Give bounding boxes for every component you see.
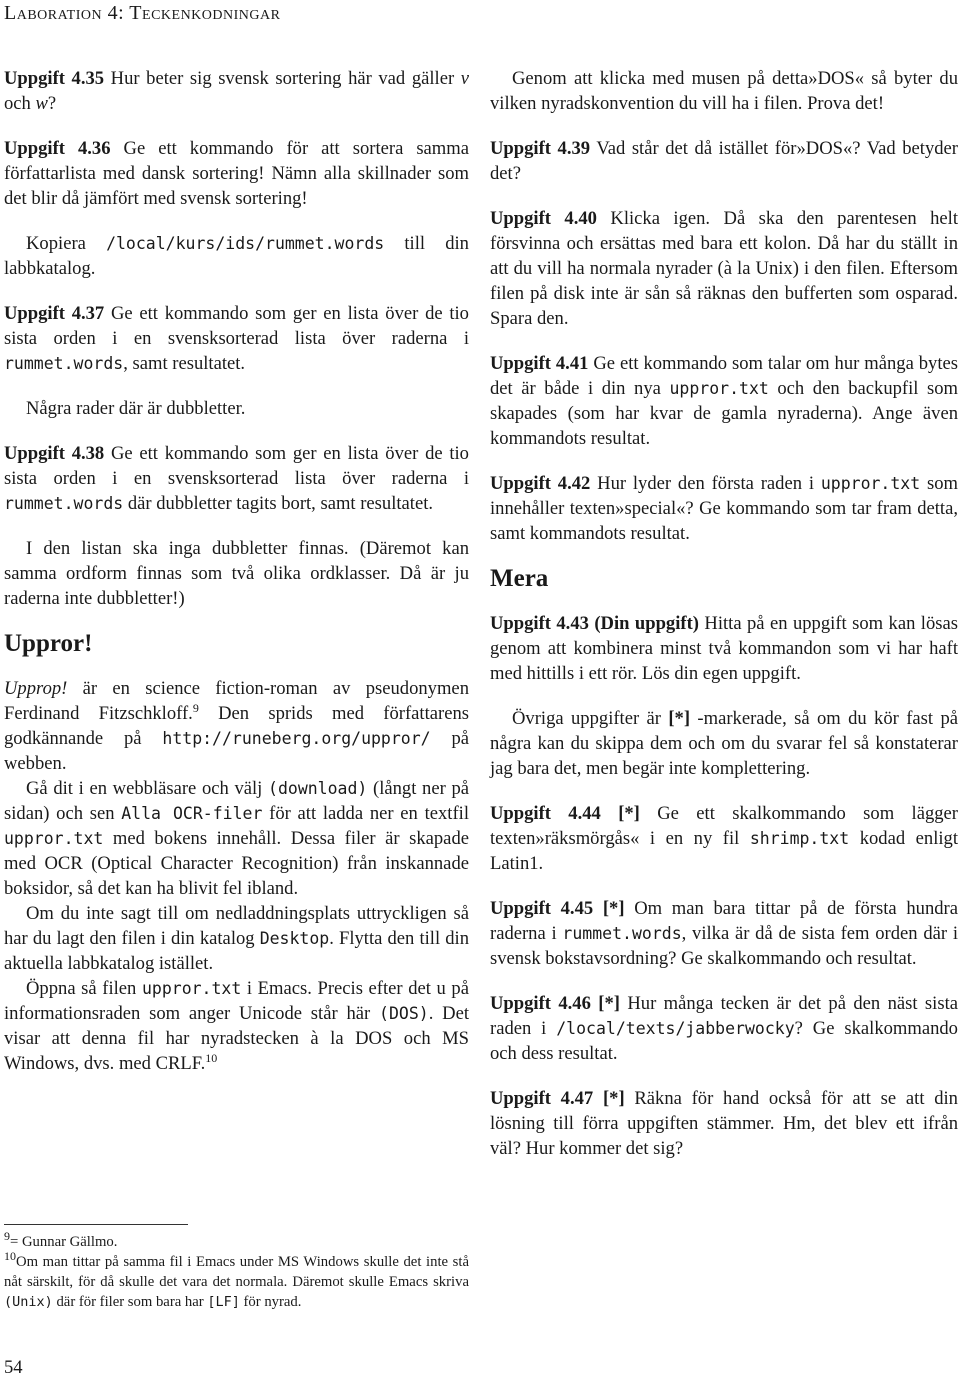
exercise-4-36: Uppgift 4.36 Ge ett kommando för att sortera samma författarlista med dansk sortering! Nämn alla skillnader som det blir då jämfört med svensk sortering! xyxy=(4,138,469,209)
uppror-paragraph-3: Om du inte sagt till om nedladdningsplats uttryckligen så har du lagt den filen i din katalog Desktop. Flytta den till din aktuella labbkatalog istället. xyxy=(4,903,469,974)
file-name: shrimp.txt xyxy=(749,829,850,848)
exercise-4-38: Uppgift 4.38 Ge ett kommando som ger en lista över de tio sista orden i en svensksorterad lista över raderna i rummet.words där dubbletter tagits bort, samt resultatet. xyxy=(4,443,469,514)
exercise-4-39: Uppgift 4.39 Vad står det då istället för»DOS«? Vad betyder det? xyxy=(490,138,959,184)
file-path: /local/kurs/ids/rummet.words xyxy=(106,234,385,253)
exercise-4-41: Uppgift 4.41 Ge ett kommando som talar om hur många bytes det är både i din nya uppror.txt och den backupfil som skapades (som har kvar de gamla nyraderna). Ange även kommandots resultat. xyxy=(490,353,958,449)
exercise-label: Uppgift 4.35 xyxy=(4,68,105,89)
exercise-label: Uppgift 4.36 xyxy=(4,138,111,159)
exercise-4-43: Uppgift 4.43 (Din uppgift) Hitta på en uppgift som kan lösas genom att kombinera minst två kommandon som vi har haft med hittills i ett rör. Lös din egen uppgift. xyxy=(490,613,958,684)
exercise-4-40: Uppgift 4.40 Klicka igen. Då ska den parentesen helt försvinna och ersättas med bara ett kolon. Då har du ställt in att du vill ha normala nyrader (à la Unix) i den filen. Eftersom filen på disk inte är sån så räknas den bufferten som osparad. Spara den. xyxy=(490,208,958,329)
file-name: rummet.words xyxy=(562,924,682,943)
exercise-label: Uppgift 4.38 xyxy=(4,443,105,464)
file-name: rummet.words xyxy=(4,354,124,373)
file-name: uppror.txt xyxy=(820,474,921,493)
exercise-label: Uppgift 4.46 [*] xyxy=(490,993,620,1014)
file-path: /local/texts/jabberwocky xyxy=(556,1019,795,1038)
footnotes xyxy=(4,1229,469,1312)
exercise-4-38-note: I den listan ska inga dubbletter finnas. (Däremot kan samma ordform finnas som två olika ordklasser. Då är ju raderna inte dubbletter!) xyxy=(4,538,469,609)
exercise-4-37: Uppgift 4.37 Ge ett kommando som ger en lista över de tio sista orden i en svensksorterad lista över raderna i rummet.words, samt resultatet. xyxy=(4,303,469,374)
exercise-4-45: Uppgift 4.45 [*] Om man bara tittar på de första hundra raderna i rummet.words, vilka är då de sista fem orden där i svensk bokstavsordning? Ge skalkommando och resultat. xyxy=(490,898,959,969)
exercise-label: Uppgift 4.45 [*] xyxy=(490,898,625,919)
footnote-ref-10: 10 xyxy=(205,1050,218,1065)
exercise-4-35: Uppgift 4.35 Hur beter sig svensk sortering här vad gäller v och w? xyxy=(4,68,469,114)
exercise-4-42: Uppgift 4.42 Hur lyder den första raden i uppror.txt som innehåller texten»special«? Ge kommando som tar fram detta, samt kommandots resultat. xyxy=(490,473,958,544)
right-column xyxy=(490,66,958,1181)
exercise-4-47: Uppgift 4.47 [*] Räkna för hand också för att se att din lösning till förra uppgiften stämmer. Hm, det blev ett ifrån väl? Hur kommer det sig? xyxy=(490,1088,958,1159)
uppror-paragraph-2: Gå dit i en webbläsare och välj (download) (långt ner på sidan) och sen Alla OCR-filer för att ladda ner en textfil uppror.txt med bokens innehåll. Dessa filer är skapade med OCR (Optical Character Recognition) från inskannade boksidor, så det kan ha blivit fel ibland. xyxy=(4,778,470,899)
footnote-divider xyxy=(4,1224,188,1225)
file-name: rummet.words xyxy=(4,494,124,513)
exercise-label: Uppgift 4.37 xyxy=(4,303,105,324)
left-column xyxy=(4,66,469,1076)
optional-tasks-note: Övriga uppgifter är [*] -markerade, så om du kör fast på några kan du skippa dem och om du svarar fel så konstaterar jag bara det, men begär inte komplettering. xyxy=(490,708,958,779)
file-name: uppror.txt xyxy=(669,379,769,398)
exercise-label: Uppgift 4.42 xyxy=(490,473,591,494)
footnote-ref-9: 9 xyxy=(192,700,199,715)
exercise-label: Uppgift 4.39 xyxy=(490,138,591,159)
running-header: Laboration 4: Teckenkodningar xyxy=(4,2,281,24)
url-link[interactable]: http://runeberg.org/uppror/ xyxy=(162,729,431,748)
exercise-label: Uppgift 4.41 xyxy=(490,353,589,374)
section-heading-mera: Mera xyxy=(490,565,549,592)
exercise-4-44: Uppgift 4.44 [*] Ge ett skalkommando som lägger texten»räksmörgås« i en ny fil shrimp.txt kodad enligt Latin1. xyxy=(490,803,958,874)
page-number: 54 xyxy=(4,1357,23,1378)
exercise-4-37-note: Några rader där är dubbletter. xyxy=(26,398,246,419)
uppror-paragraph-1: Upprop! är en science fiction-roman av pseudonymen Ferdinand Fitzschkloff.$^9$ Den sprids med författarens godkännande på http://runeberg.org/uppror/ på webben. xyxy=(4,678,470,774)
exercise-label: Uppgift 4.47 [*] xyxy=(490,1088,625,1109)
copy-instruction: Kopiera /local/kurs/ids/rummet.words till din labbkatalog. xyxy=(4,233,469,279)
exercise-label: Uppgift 4.40 xyxy=(490,208,597,229)
footnote-9: $^9$= Gunnar Gällmo. xyxy=(4,1229,118,1250)
section-heading-uppror: Uppror! xyxy=(4,630,93,657)
exercise-4-46: Uppgift 4.46 [*] Hur många tecken är det på den näst sista raden i /local/texts/jabberwocky? Ge skalkommando och dess resultat. xyxy=(490,993,958,1064)
uppror-paragraph-4: Öppna så filen uppror.txt i Emacs. Precis efter det u på informationsraden som anger Unicode står här (DOS). Det visar att denna fil har nyradstecken à la DOS och MS Windows, dvs. med CRLF.$^{10}$ xyxy=(4,978,469,1074)
footnote-10: $^{10}$Om man tittar på samma fil i Emacs under MS Windows skulle det inte stå nåt särskilt, för då skulle det vara det normala. Däremot skulle Emacs skriva (Unix) där för filer som bara har [LF] för nyrad. xyxy=(4,1249,469,1310)
exercise-label: Uppgift 4.43 (Din uppgift) xyxy=(490,613,699,634)
dos-intro: Genom att klicka med musen på detta»DOS« så byter du vilken nyradskonvention du vill ha i filen. Prova det! xyxy=(490,68,958,114)
exercise-label: Uppgift 4.44 [*] xyxy=(490,803,640,824)
book-title: Upprop! xyxy=(4,678,68,699)
